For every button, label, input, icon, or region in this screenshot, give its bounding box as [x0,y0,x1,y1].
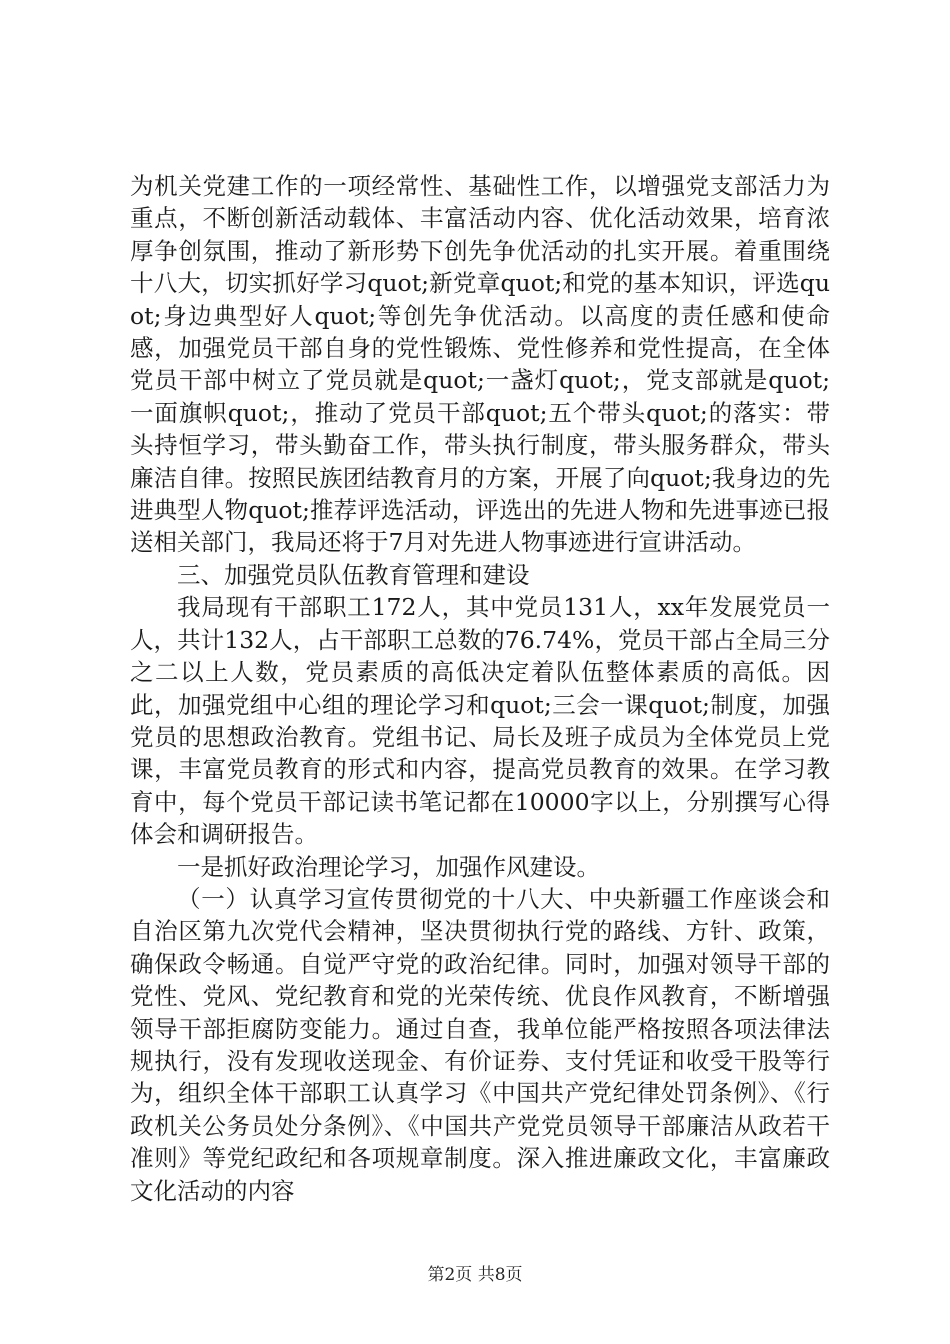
paragraph-point-one: 一是抓好政治理论学习，加强作风建设。 [177,852,600,881]
paragraph-member-statistics: 我局现有干部职工172人，其中党员131人，xx年发展党员一人，共计132人，占干部职工总数的76.74%，党员干部占全局三分之二以上人数，党员素质的高低决定着队伍整体素质的高低。因此，加强党组中心组的理论学习和quot;三会一课quot;制度，加强党员的思想政治教育。党组书记、局长及班子成员为全体党员上党课，丰富党员教育的形式和内容，提高党员教育的效果。在学习教育中，每个党员干部记读书笔记都在10000字以上，分别撰写心得体会和调研报告。 [130,593,830,849]
paragraph-party-activities: 为机关党建工作的一项经常性、基础性工作，以增强党支部活力为重点，不断创新活动载体、丰富活动内容、优化活动效果，培育浓厚争创氛围，推动了新形势下创先争优活动的扎实开展。着重围绕十八大，切实抓好学习quot;新党章quot;和党的基本知识，评选quot;身边典型好人quot;等创先争优活动。以高度的责任感和使命感，加强党员干部自身的党性锻炼、党性修养和党性提高，在全体党员干部中树立了党员就是quot;一盏灯quot;，党支部就是quot;一面旗帜quot;，推动了党员干部quot;五个带头quot;的落实：带头持恒学习，带头勤奋工作，带头执行制度，带头服务群众，带头廉洁自律。按照民族团结教育月的方案，开展了向quot;我身边的先进典型人物quot;推荐评选活动，评选出的先进人物和先进事迹已报送相关部门，我局还将于7月对先进人物事迹进行宣讲活动。 [130,172,830,557]
page-number-footer: 第2页 共8页 [427,1265,523,1285]
section-heading-three: 三、加强党员队伍教育管理和建设 [177,560,530,589]
paragraph-subpoint-one: （一）认真学习宣传贯彻党的十八大、中央新疆工作座谈会和自治区第九次党代会精神，坚决贯彻执行党的路线、方针、政策，确保政令畅通。自觉严守党的政治纪律。同时，加强对领导干部的党性、党风、党纪教育和党的光荣传统、优良作风教育，不断增强领导干部拒腐防变能力。通过自查，我单位能严格按照各项法律法规执行，没有发现收送现金、有价证券、支付凭证和收受干股等行为，组织全体干部职工认真学习《中国共产党纪律处罚条例》、《行政机关公务员处分条例》、《中国共产党党员领导干部廉洁从政若干准则》等党纪政纪和各项规章制度。深入推进廉政文化，丰富廉政文化活动的内容 [130,884,830,1205]
document-body [130,170,830,1207]
